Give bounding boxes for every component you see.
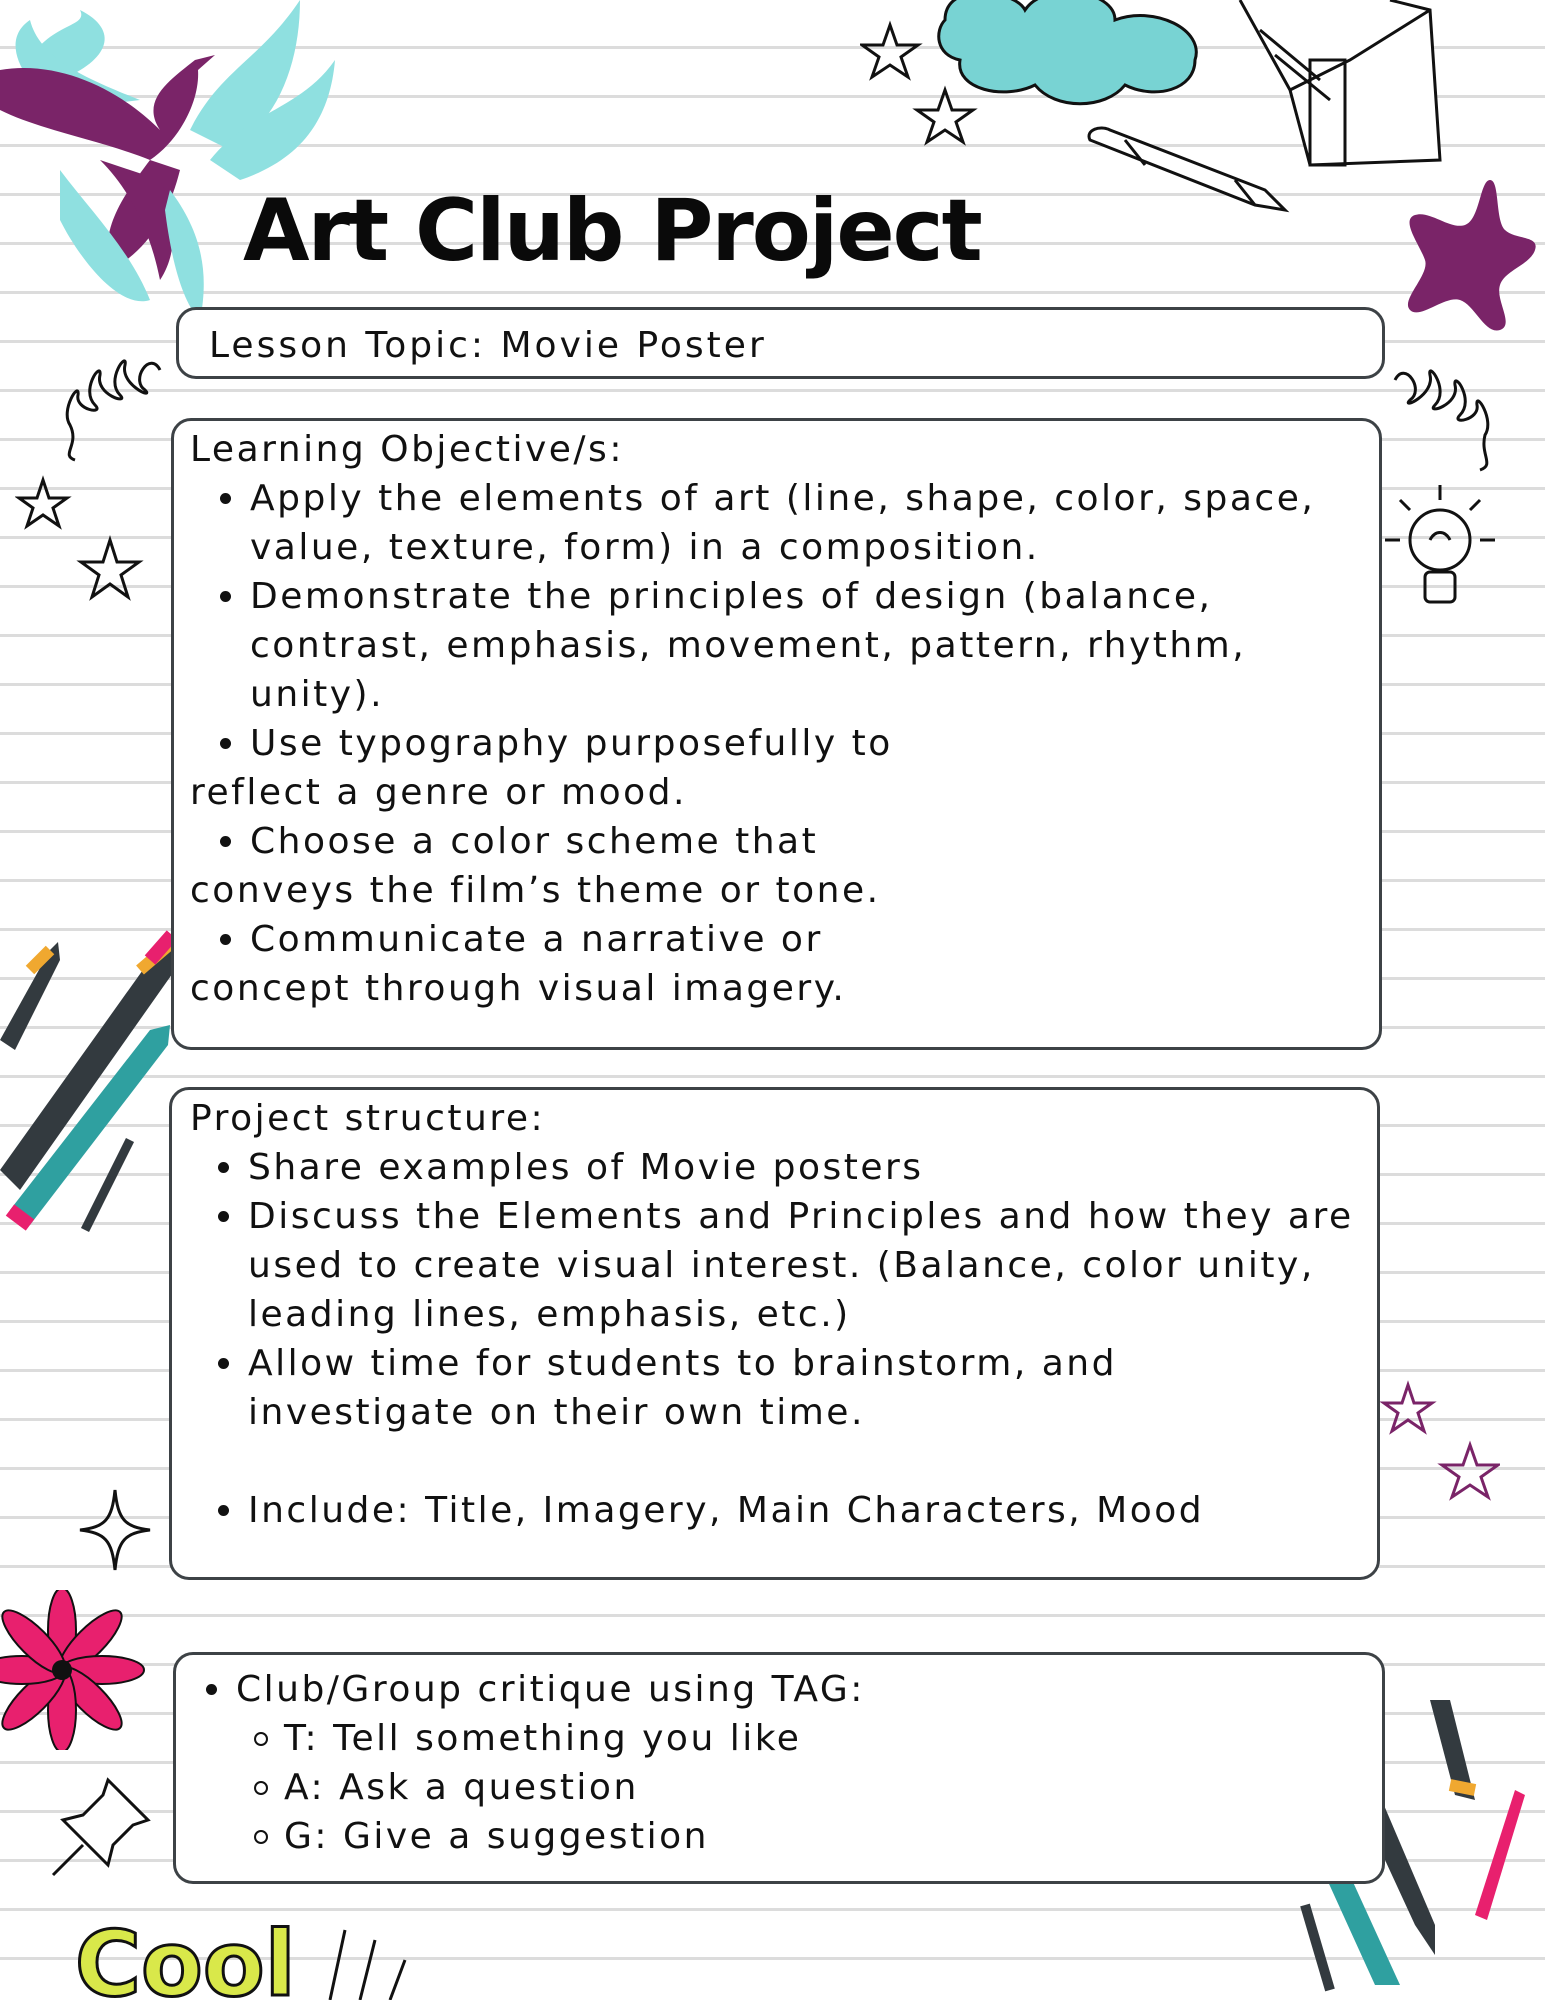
pushpin-icon — [48, 1770, 158, 1880]
list-item: Apply the elements of art (line, shape, color, space, value, texture, form) in a composition. — [190, 474, 1359, 572]
critique-box — [173, 1652, 1385, 1884]
structure-heading: Project structure: — [190, 1098, 546, 1139]
list-item: Share examples of Movie posters — [190, 1143, 1357, 1192]
cloud-icon — [935, 0, 1215, 120]
list-item: Discuss the Elements and Principles and how they are used to create visual interest. (Balance, color unity, leading lines, emphasis, etc.) — [190, 1192, 1357, 1339]
learning-objectives-box — [171, 418, 1382, 1050]
squiggle-right — [1385, 360, 1505, 480]
list-item-continuation: reflect a genre or mood. — [190, 772, 687, 813]
page-title: Art Club Project — [243, 181, 981, 281]
lightbulb-icon — [1380, 480, 1500, 630]
list-item: Demonstrate the principles of design (balance, contrast, emphasis, movement, pattern, rhythm, unity). — [190, 572, 1359, 719]
list-item: Communicate a narrative or — [190, 915, 1359, 964]
list-item-continuation: conveys the film’s theme or tone. — [190, 870, 881, 911]
critique-sub-item: G: Give a suggestion — [200, 1812, 1362, 1861]
squiggle-left — [50, 350, 170, 470]
critique-sub-item: A: Ask a question — [200, 1763, 1362, 1812]
objectives-list — [190, 474, 1359, 1013]
flower-icon — [0, 1590, 150, 1750]
structure-list — [190, 1143, 1357, 1535]
pencils-left — [0, 930, 180, 1240]
phoenix-logo — [0, 0, 350, 340]
objectives-heading: Learning Objective/s: — [190, 429, 624, 470]
stars-right-mid — [1380, 1380, 1500, 1530]
project-structure-box — [169, 1087, 1380, 1580]
list-item: Use typography purposefully to — [190, 719, 1359, 768]
sparkle-icon — [75, 1485, 155, 1575]
critique-list — [200, 1665, 1362, 1861]
critique-sub-item: T: Tell something you like — [200, 1714, 1362, 1763]
list-item: Include: Title, Imagery, Main Characters, Mood — [190, 1486, 1357, 1535]
list-item: Choose a color scheme that — [190, 817, 1359, 866]
cool-lettering — [75, 1920, 435, 2000]
stars-left — [15, 470, 145, 630]
list-item-continuation: concept through visual imagery. — [190, 968, 847, 1009]
purple-star-icon — [1405, 175, 1540, 335]
list-item: Allow time for students to brainstorm, and investigate on their own time. — [190, 1339, 1357, 1437]
lesson-topic: Lesson Topic: Movie Poster — [209, 325, 767, 366]
pen-icon — [1085, 125, 1295, 215]
critique-main-item: Club/Group critique using TAG: — [200, 1665, 1362, 1714]
lesson-topic-box — [176, 307, 1385, 379]
cool-text: Cool — [75, 1920, 296, 2000]
